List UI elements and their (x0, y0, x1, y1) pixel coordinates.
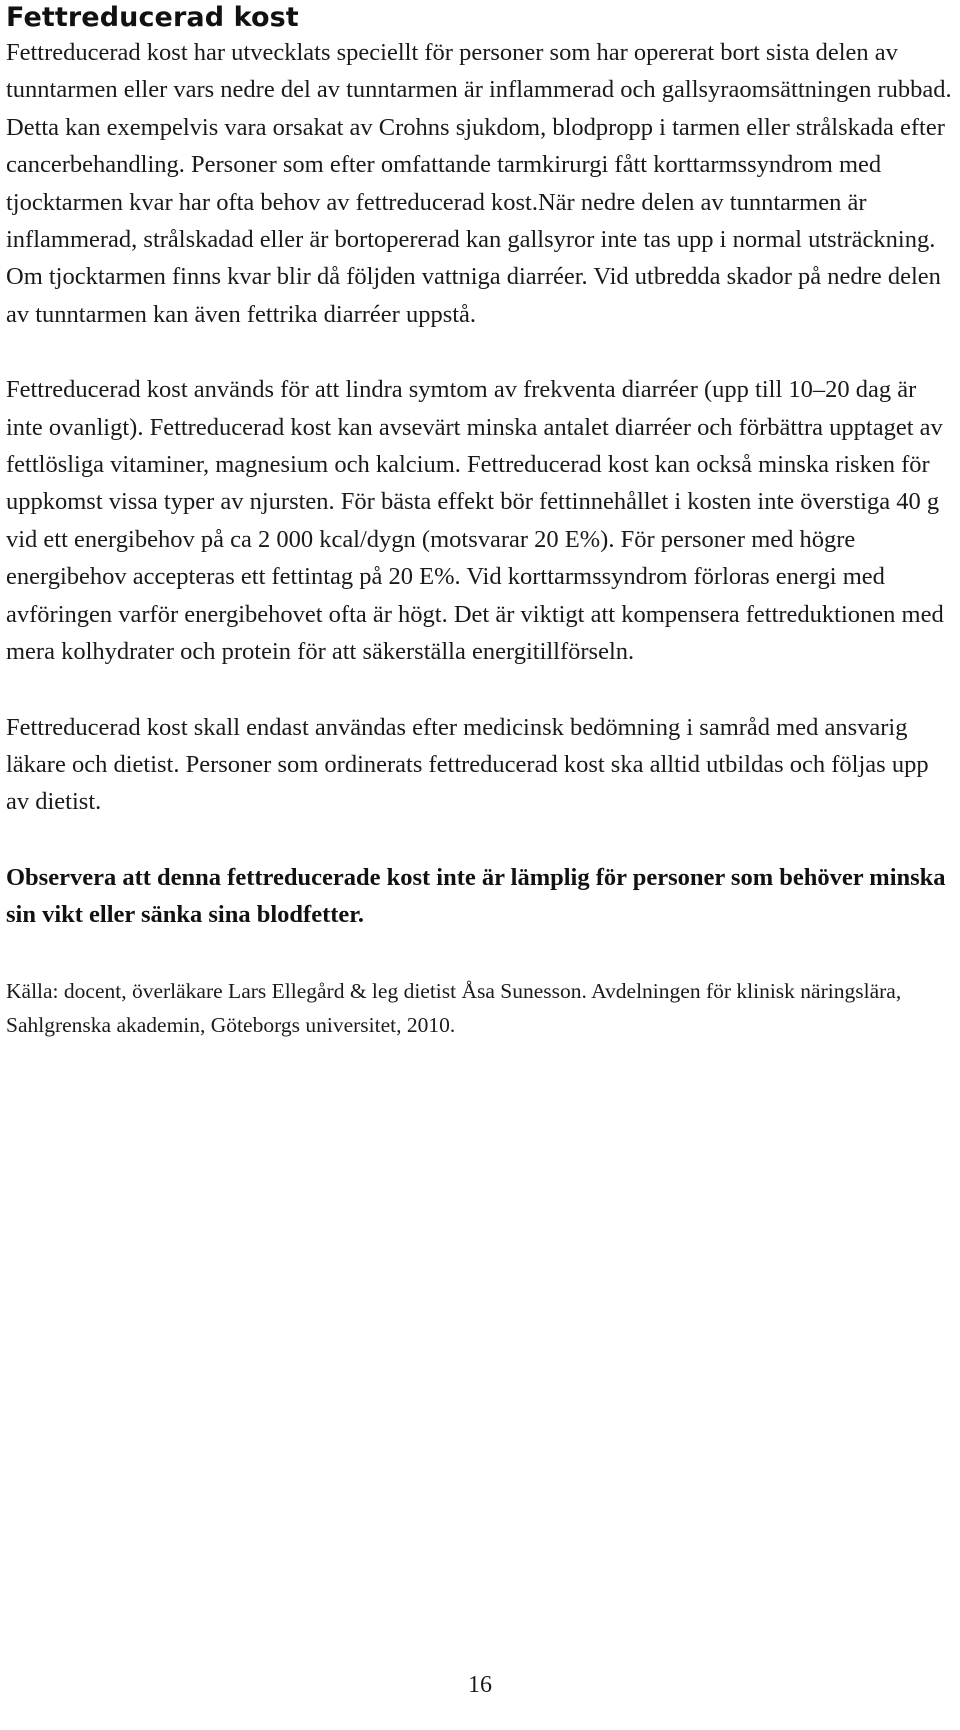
page-title: Fettreducerad kost (6, 2, 299, 33)
paragraph-usage: Fettreducerad kost används för att lindra symtom av frekventa diarréer (upp till 10–20 dag är inte ovanligt). Fettreducerad kost kan avsevärt minska antalet diarréer och förbättra upptaget av fettlösliga vitaminer, magnesium och kalcium. Fettreducerad kost kan också minska risken för uppkomst vissa typer av njursten. För bästa effekt bör fettinnehållet i kosten inte överstiga 40 g vid ett energibehov på ca 2 000 kcal/dygn (motsvarar 20 E%). För personer med högre energibehov accepteras ett fettintag på 20 E%. Vid korttarmssyndrom förloras energi med avföringen varför energibehovet ofta är högt. Det är viktigt att kompensera fettreduktionen med mera kolhydrater och protein för att säkerställa energitillförseln. (6, 376, 944, 666)
paragraph-background: Fettreducerad kost har utvecklats speciellt för personer som har opererat bort sista delen av tunntarmen eller vars nedre del av tunntarmen är inflammerad och gallsyraomsättningen rubbad. Detta kan exempelvis vara orsakat av Crohns sjukdom, blodpropp i tarmen eller strålskada efter cancerbehandling. Personer som efter omfattande tarmkirurgi fått korttarmssyndrom med tjocktarmen kvar har ofta behov av fettreducerad kost.När nedre delen av tunntarmen är inflammerad, strålskadad eller är bortopererad kan gallsyror inte tas upp i normal utsträckning. Om tjocktarmen finns kvar blir då följden vattniga diarréer. Vid utbredda skador på nedre delen av tunntarmen kan även fettrika diarréer uppstå. (6, 39, 952, 328)
document-page (6, 0, 954, 1042)
important-note: Observera att denna fettreducerade kost inte är lämplig för personer som behöver minska sin vikt eller sänka sina blodfetter. (6, 863, 946, 929)
source-citation: Källa: docent, överläkare Lars Ellegård & leg dietist Åsa Sunesson. Avdelningen för klinisk näringslära, Sahlgrenska akademin, Göteborgs universitet, 2010. (6, 978, 902, 1037)
page-number: 16 (468, 1672, 492, 1698)
paragraph-prescription: Fettreducerad kost skall endast användas efter medicinsk bedömning i samråd med ansvarig läkare och dietist. Personer som ordinerats fettreducerad kost ska alltid utbildas och följas upp av dietist. (6, 713, 929, 816)
